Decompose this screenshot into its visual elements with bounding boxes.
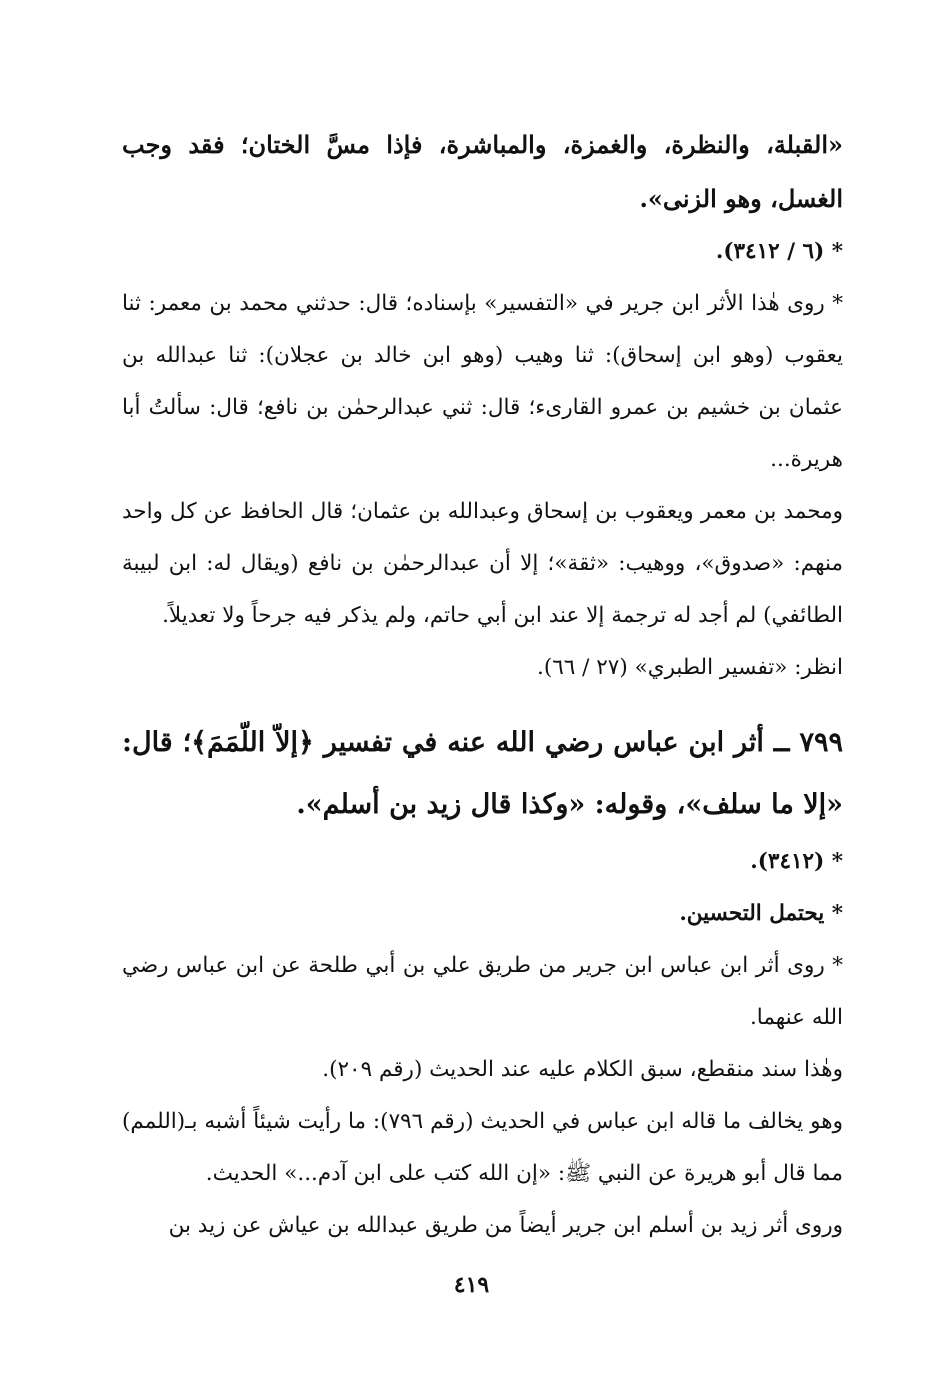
narrators-assessment-paragraph: ومحمد بن معمر ويعقوب بن إسحاق وعبدالله بن عثمان؛ قال الحافظ عن كل واحد منهم: «صدوق»، ووهيب: «ثقة»؛ إلا أن عبدالرحمٰن بن نافع (ويقال له: ابن لبيبة الطائفي) لم أجد له ترجمة إلا عند ابن أبي حاتم، ولم يذكر فيه جرحاً ولا تعديلاً. [122, 499, 843, 628]
narration-paragraph: * روى أثر ابن عباس ابن جرير من طريق علي بن أبي طلحة عن ابن عباس رضي الله عنهما. [122, 953, 843, 1030]
continuing-paragraph: وروى أثر زيد بن أسلم ابن جرير أيضاً من طريق عبدالله بن عياش عن زيد بن [168, 1213, 843, 1238]
chain-note-paragraph: وهٰذا سند منقطع، سبق الكلام عليه عند الحديث (رقم ٢٠٩). [322, 1057, 843, 1082]
contradiction-note-paragraph: وهو يخالف ما قاله ابن عباس في الحديث (رقم ٧٩٦): ما رأيت شيئاً أشبه بـ(اللمم) مما قال أبو هريرة عن النبي ﷺ: «إن الله كتب على ابن آدم...» الحديث. [122, 1109, 843, 1186]
narration-paragraph: * روى هٰذا الأثر ابن جرير في «التفسير» بإسناده؛ قال: حدثني محمد بن معمر: ثنا يعقوب (وهو ابن إسحاق): ثنا وهيب (وهو ابن خالد بن عجلان): ثنا عبدالله بن عثمان بن خشيم بن عمرو القارىء؛ قال: ثني عبدالرحمٰن بن نافع؛ قال: سألتُ أبا هريرة... [122, 291, 843, 472]
reference-line: * (٦ / ٣٤١٢). [715, 239, 843, 264]
grading-line: * يحتمل التحسين. [679, 901, 843, 926]
section-heading-799: ٧٩٩ ــ أثر ابن عباس رضي الله عنه في تفسير ﴿إلاّ اللّمَمَ﴾؛ قال: «إلا ما سلف»، وقوله: «وكذا قال زيد بن أسلم». [122, 727, 843, 820]
quoted-hadith-text: «القبلة، والنظرة، والغمزة، والمباشرة، فإذا مسَّ الختان؛ فقد وجب الغسل، وهو الزنى». [122, 130, 843, 213]
see-also-reference: انظر: «تفسير الطبري» (٢٧ / ٦٦). [536, 655, 843, 680]
reference-line: * (٣٤١٢). [750, 849, 843, 874]
page-number: ٤١٩ [453, 1272, 490, 1298]
